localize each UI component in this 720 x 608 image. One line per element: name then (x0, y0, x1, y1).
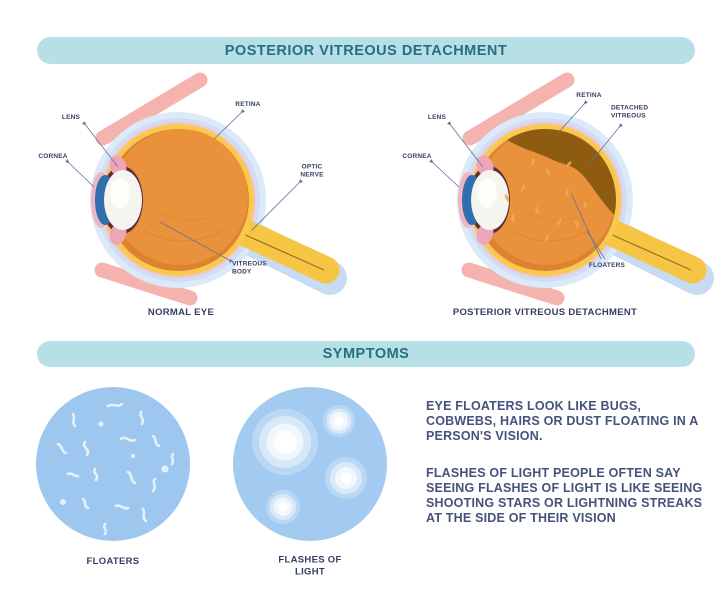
page-title: POSTERIOR VITREOUS DETACHMENT (224, 42, 508, 59)
label-lens-left: LENS (61, 113, 81, 121)
floaters-caption: FLOATERS (86, 555, 140, 567)
flashes-caption: FLASHES OF LIGHT (278, 554, 342, 578)
flashes-circle-illustration (233, 387, 387, 541)
label-retina-left: RETINA (235, 100, 261, 108)
title-banner (37, 37, 695, 64)
label-cornea-left: CORNEA (38, 152, 68, 160)
leader-line-cornea-right (431, 161, 459, 187)
flash-glow-large (252, 409, 318, 475)
pvd-eye-caption: POSTERIOR VITREOUS DETACHMENT (452, 306, 638, 318)
flash-glow-right (325, 457, 367, 499)
symptoms-title: SYMPTOMS (322, 346, 410, 362)
symptom-descriptions (426, 399, 714, 548)
floaters-description: EYE FLOATERS LOOK LIKE BUGS, COBWEBS, HAIRS OR DUST FLOATING IN A PERSON'S VISION. (426, 399, 699, 443)
label-retina-right: RETINA (576, 91, 602, 99)
leader-line-cornea-left (67, 161, 94, 187)
label-floaters: FLOATERS (588, 261, 626, 269)
symptoms-banner (37, 341, 695, 367)
label-vitreous-body: VITREOUS BODY (232, 260, 267, 276)
label-lens-right: LENS (427, 113, 447, 121)
label-detached-vitreous: DETACHED VITREOUS (611, 104, 649, 120)
flashes-circle (233, 387, 387, 541)
pvd-eye-illustration (457, 80, 697, 298)
normal-eye-illustration (90, 80, 330, 298)
label-optic-nerve: OPTIC NERVE (300, 163, 324, 179)
flash-glow-top-right (323, 405, 355, 437)
floaters-circle (36, 387, 190, 541)
label-cornea-right: CORNEA (402, 152, 432, 160)
flash-glow-bottom-left (266, 490, 300, 524)
flashes-description: FLASHES OF LIGHT PEOPLE OFTEN SAY SEEING FLASHES OF LIGHT IS LIKE SEEING SHOOTING STARS OR LIGHTNING STREAKS AT THE SIDE OF THEIR VISION (426, 466, 703, 525)
normal-eye-caption: NORMAL EYE (147, 306, 215, 318)
floaters-circle-illustration (36, 387, 190, 541)
